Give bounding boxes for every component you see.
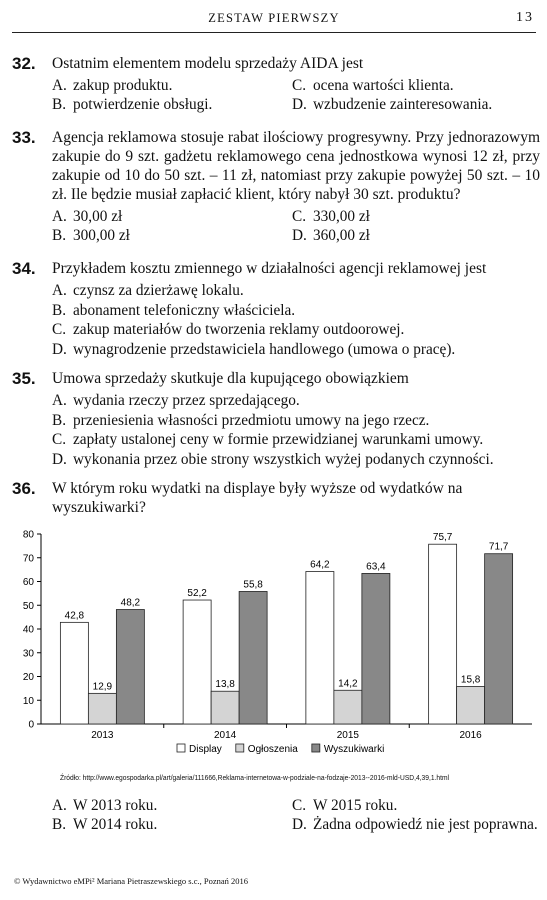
question-text: W którym roku wydatki na displaye były wyższe od wydatków na wyszukiwarki? bbox=[52, 480, 463, 516]
bar-wyszukiwarki-2015 bbox=[362, 573, 390, 724]
answer-option-d[interactable] bbox=[292, 226, 532, 245]
question-text: Przykładem kosztu zmiennego w działalności agencji reklamowej jest bbox=[52, 260, 487, 277]
option-label: D. bbox=[292, 816, 307, 833]
question-35 bbox=[12, 369, 540, 469]
answer-option-c[interactable] bbox=[292, 207, 532, 226]
question-36 bbox=[12, 479, 540, 517]
option-label: A. bbox=[52, 282, 67, 299]
y-tick-label: 60 bbox=[22, 577, 34, 588]
option-label: D. bbox=[292, 227, 307, 244]
y-tick-label: 50 bbox=[22, 600, 34, 612]
answer-option-b[interactable] bbox=[52, 411, 540, 431]
x-category-label: 2015 bbox=[336, 730, 359, 741]
section-title: ZESTAW PIERWSZY bbox=[208, 11, 340, 25]
answer-options bbox=[52, 207, 540, 245]
question-text: Umowa sprzedaży skutkuje dla kupującego obowiązkiem bbox=[52, 370, 409, 387]
y-tick-label: 70 bbox=[22, 553, 34, 565]
answer-option-b[interactable] bbox=[52, 95, 292, 114]
option-text: zakup materiałów do tworzenia reklamy outdoorowej. bbox=[73, 321, 405, 338]
bar-display-2013 bbox=[60, 622, 88, 724]
option-text: wynagrodzenie przedstawiciela handlowego (umowa o pracę). bbox=[73, 340, 456, 358]
option-label: C. bbox=[292, 77, 307, 94]
answer-option-c[interactable] bbox=[292, 76, 532, 95]
data-label: 48,2 bbox=[120, 597, 141, 609]
answer-options bbox=[52, 76, 540, 114]
option-label: B. bbox=[52, 816, 67, 833]
data-label: 52,2 bbox=[187, 588, 207, 600]
data-label: 12,9 bbox=[92, 681, 113, 693]
answer-option-c[interactable] bbox=[52, 320, 540, 340]
option-label: C. bbox=[52, 321, 67, 338]
data-label: 63,4 bbox=[366, 561, 386, 573]
y-tick-label: 40 bbox=[22, 624, 34, 636]
option-label: A. bbox=[52, 797, 67, 814]
question-number: 33. bbox=[12, 128, 36, 147]
option-label: B. bbox=[52, 411, 67, 429]
answer-option-d[interactable] bbox=[292, 815, 538, 834]
data-label: 13,8 bbox=[215, 679, 235, 691]
legend-swatch-display bbox=[177, 744, 185, 752]
answer-option-d[interactable] bbox=[52, 450, 540, 470]
data-label: 42,8 bbox=[64, 610, 85, 622]
legend-swatch-ogłoszenia bbox=[236, 744, 244, 752]
bar-ogłoszenia-2016 bbox=[457, 686, 485, 724]
option-label: C. bbox=[292, 208, 307, 225]
option-label: A. bbox=[52, 208, 67, 225]
answer-option-c[interactable] bbox=[52, 430, 540, 450]
option-text: wzbudzenie zainteresowania. bbox=[313, 96, 493, 113]
y-tick-label: 0 bbox=[28, 719, 34, 731]
option-text: abonament telefoniczny właściciela. bbox=[73, 301, 296, 319]
bar-wyszukiwarki-2013 bbox=[116, 610, 144, 724]
option-label: C. bbox=[292, 797, 307, 814]
data-label: 64,2 bbox=[310, 559, 330, 571]
option-text: potwierdzenie obsługi. bbox=[73, 96, 213, 113]
answer-option-a[interactable] bbox=[52, 281, 540, 301]
y-tick-label: 20 bbox=[22, 672, 34, 683]
answer-option-b[interactable] bbox=[52, 301, 540, 321]
option-label: A. bbox=[52, 77, 67, 94]
option-label: D. bbox=[52, 450, 67, 468]
option-label: B. bbox=[52, 227, 67, 244]
option-label: B. bbox=[52, 301, 67, 319]
option-text: przeniesienia własności przedmiotu umowy na jego rzecz. bbox=[73, 411, 430, 429]
question-number: 35. bbox=[12, 369, 36, 388]
answer-option-d[interactable] bbox=[292, 95, 532, 114]
legend-label: Wyszukiwarki bbox=[323, 744, 385, 755]
option-text: ocena wartości klienta. bbox=[313, 77, 454, 94]
page-header bbox=[12, 8, 536, 33]
data-label: 55,8 bbox=[243, 579, 263, 591]
question-number: 36. bbox=[12, 479, 36, 498]
bar-display-2015 bbox=[306, 572, 334, 724]
data-label: 71,7 bbox=[488, 541, 509, 553]
answer-option-c[interactable] bbox=[292, 796, 532, 815]
answer-options bbox=[52, 391, 540, 469]
option-text: zakup produktu. bbox=[73, 77, 173, 94]
bar-ogłoszenia-2015 bbox=[334, 690, 362, 724]
option-text: W 2013 roku. bbox=[73, 797, 158, 814]
question-text: Agencja reklamowa stosuje rabat ilościowy progresywny. Przy jednorazowym zakupie do 9 szt. gadżetu reklamowego cena jednostkowa wynosi 12 zł, przy zakupie od 10 do 50 szt. – 11 zł, natomiast przy zakupie powyżej 50 szt. – 10 zł. Ile będzie musiał zapłacić klient, który nabył 30 szt. produktu? bbox=[52, 129, 540, 203]
data-label: 75,7 bbox=[432, 532, 453, 544]
legend-label: Display bbox=[189, 744, 222, 755]
bar-ogłoszenia-2013 bbox=[88, 693, 116, 724]
answer-option-a[interactable] bbox=[52, 796, 292, 815]
answer-option-b[interactable] bbox=[52, 815, 292, 834]
answer-option-d[interactable] bbox=[52, 340, 540, 360]
option-text: W 2015 roku. bbox=[313, 797, 398, 814]
answer-option-a[interactable] bbox=[52, 76, 292, 95]
y-tick-label: 80 bbox=[22, 529, 34, 541]
copyright-footer: © Wydawnictwo eMPi² Mariana Pietraszewskiego s.c., Poznań 2016 bbox=[14, 876, 249, 886]
option-label: D. bbox=[292, 96, 307, 113]
answer-options bbox=[52, 796, 540, 834]
option-text: czynsz za dzierżawę lokalu. bbox=[73, 282, 244, 299]
option-label: C. bbox=[52, 431, 67, 448]
option-label: B. bbox=[52, 96, 67, 113]
question-34 bbox=[12, 259, 540, 359]
legend-swatch-wyszukiwarki bbox=[312, 744, 320, 752]
answer-option-a[interactable] bbox=[52, 207, 292, 226]
option-text: W 2014 roku. bbox=[73, 816, 158, 833]
option-text: 330,00 zł bbox=[313, 208, 370, 225]
bar-ogłoszenia-2014 bbox=[211, 691, 239, 724]
answer-option-b[interactable] bbox=[52, 226, 292, 245]
page-number: 13 bbox=[516, 10, 534, 25]
option-label: D. bbox=[52, 340, 67, 358]
option-text: 300,00 zł bbox=[73, 227, 130, 244]
x-category-label: 2013 bbox=[91, 730, 114, 741]
question-number: 32. bbox=[12, 54, 36, 73]
x-category-label: 2014 bbox=[214, 730, 237, 741]
data-label: 15,8 bbox=[460, 674, 481, 686]
y-tick-label: 10 bbox=[22, 695, 34, 707]
option-text: wydania rzeczy przez sprzedającego. bbox=[73, 392, 300, 409]
option-label: A. bbox=[52, 392, 67, 409]
bar-wyszukiwarki-2014 bbox=[239, 591, 267, 724]
answer-option-a[interactable] bbox=[52, 391, 540, 411]
chart-source: Źródło: http://www.egospodarka.pl/art/galeria/111666,Reklama-internetowa-w-podziale-na-fodzaje-2013--2016-mld-USD,4,39,1.html bbox=[60, 773, 450, 782]
option-text: wykonania przez obie strony wszystkich wyżej podanych czynności. bbox=[73, 450, 494, 468]
bar-display-2014 bbox=[183, 600, 211, 724]
legend-label: Ogłoszenia bbox=[247, 744, 298, 755]
data-label: 14,2 bbox=[338, 678, 358, 690]
x-category-label: 2016 bbox=[459, 730, 482, 741]
question-36-answers bbox=[12, 796, 540, 834]
bar-display-2016 bbox=[429, 544, 457, 724]
bar-wyszukiwarki-2016 bbox=[485, 554, 513, 724]
option-text: Żadna odpowiedź nie jest poprawna. bbox=[313, 816, 538, 833]
question-text: Ostatnim elementem modelu sprzedaży AIDA jest bbox=[52, 55, 364, 72]
question-33 bbox=[12, 128, 540, 245]
answer-options bbox=[52, 281, 540, 359]
chart-svg bbox=[12, 522, 542, 762]
option-text: 360,00 zł bbox=[313, 227, 370, 244]
question-number: 34. bbox=[12, 259, 36, 278]
option-text: zapłaty ustalonej ceny w formie przewidzianej warunkami umowy. bbox=[73, 431, 484, 448]
bar-chart bbox=[12, 522, 542, 762]
option-text: 30,00 zł bbox=[73, 208, 123, 225]
question-32 bbox=[12, 54, 540, 114]
y-tick-label: 30 bbox=[22, 648, 34, 660]
